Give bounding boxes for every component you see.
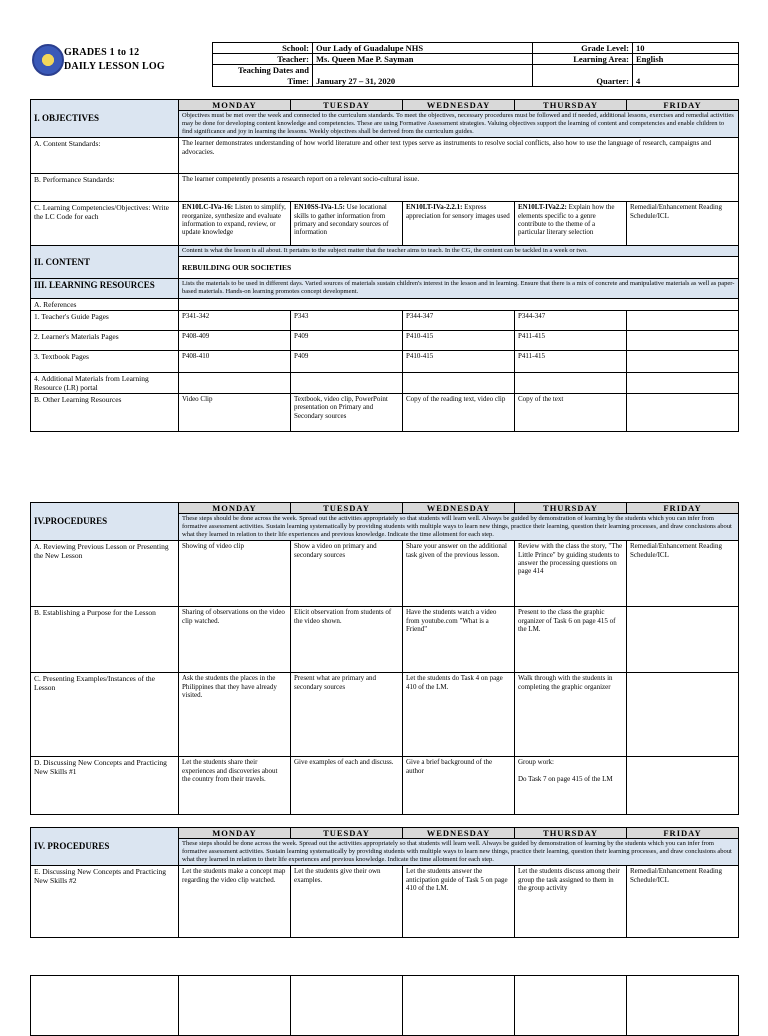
day-thursday: THURSDAY (515, 100, 627, 111)
day-monday: MONDAY (179, 100, 291, 111)
quarter-label: Quarter: (533, 65, 633, 86)
empty-cell (403, 976, 515, 1036)
teacher-label: Teacher: (213, 54, 313, 65)
competency-text: Remedial/Enhancement Reading Schedule/ICL (630, 203, 722, 220)
competency-thursday (515, 202, 627, 246)
content-standards-value: The learner demonstrates understanding of how world literature and other text types serve as instruments to resolve social conflicts, also how to use the language of research, campaigns and advocacies. (179, 138, 739, 174)
step-c-wednesday: Let the students do Task 4 on page 410 of the LM. (403, 673, 515, 757)
step-c-friday (627, 673, 739, 757)
step-c-label: C. Presenting Examples/Instances of the Lesson (31, 673, 179, 757)
step-a-friday: Remedial/Enhancement Reading Schedule/ICL (627, 541, 739, 607)
quarter-value: 4 (633, 65, 739, 86)
add-wednesday (403, 372, 515, 393)
competencies-label: C. Learning Competencies/Objectives: Write the LC Code for each (31, 202, 179, 246)
step-b-tuesday: Elicit observation from students of the video shown. (291, 607, 403, 673)
log-title-line1: GRADES 1 to 12 (64, 47, 140, 58)
day-wednesday: WEDNESDAY (403, 503, 515, 514)
competency-monday (179, 202, 291, 246)
day-wednesday: WEDNESDAY (403, 100, 515, 111)
school-label: School: (213, 43, 313, 54)
step-b-wednesday: Have the students watch a video from youtube.com "What is a Friend" (403, 607, 515, 673)
competency-code: EN10LC-IVa-16: (182, 203, 234, 212)
step-a-wednesday: Share your answer on the additional task given of the previous lesson. (403, 541, 515, 607)
procedures-label: IV.PROCEDURES (31, 503, 179, 541)
grade-level-value: 10 (633, 43, 739, 54)
objectives-note: Objectives must be met over the week and connected to the curriculum standards. To meet the objectives, necessary procedures must be followed and if needed, additional lessons, exercises and remedial activities may be done for developing content knowledge and competencies. These are using Formative Assessment strategies. Valuing objectives support the learning of content and competencies and enable children to find significance and joy in learning the lessons. Weekly objectives shall be derived from the curriculum guides. (179, 111, 739, 138)
day-monday: MONDAY (179, 503, 291, 514)
grade-level-label: Grade Level: (533, 43, 633, 54)
step-a-monday: Showing of video clip (179, 541, 291, 607)
step-e-label: E. Discussing New Concepts and Practicing New Skills #2 (31, 866, 179, 938)
learning-resources-note: Lists the materials to be used in different days. Varied sources of materials sustain children's interest in the lesson and in learning. Ensure that there is a mix of concrete and manipulative materials as well as paper-based materials. Hands-on learning promotes concept development. (179, 278, 739, 298)
school-value: Our Lady of Guadalupe NHS (313, 43, 533, 54)
day-friday: FRIDAY (627, 828, 739, 839)
add-tuesday (291, 372, 403, 393)
competency-code: EN10LT-IVa-2.2.1: (406, 203, 463, 212)
other-thursday: Copy of the text (515, 393, 627, 431)
competency-text: Listen to simplify, reorganize, synthesize and evaluate information to expand, review, or update knowledge (182, 203, 286, 237)
step-d-monday: Let the students share their experiences and discoveries about the country from their travels. (179, 757, 291, 815)
additional-materials-label: 4. Additional Materials from Learning Resource (LR) portal (31, 372, 179, 393)
empty-cell (627, 976, 739, 1036)
lm-friday (627, 330, 739, 350)
lesson-log-header (30, 42, 738, 92)
competency-wednesday (403, 202, 515, 246)
procedures-table-3 (30, 975, 739, 1036)
procedures-table-1 (30, 502, 739, 815)
competency-text: Express appreciation for sensory images used (406, 203, 510, 220)
other-resources-label: B. Other Learning Resources (31, 393, 179, 431)
header-info-table (212, 42, 739, 87)
competency-friday (627, 202, 739, 246)
learning-area-value: English (633, 54, 739, 65)
deped-seal-icon (32, 44, 64, 76)
step-e-monday: Let the students make a concept map regarding the video clip watched. (179, 866, 291, 938)
performance-standards-value: The learner competently presents a research report on a relevant socio-cultural issue. (179, 174, 739, 202)
day-tuesday: TUESDAY (291, 100, 403, 111)
tg-thursday: P344-347 (515, 310, 627, 330)
tg-friday (627, 310, 739, 330)
tb-wednesday: P410-415 (403, 350, 515, 372)
procedures-note: These steps should be done across the week. Spread out the activities appropriately so that students will learn well. Always be guided by demonstration of learning by the students which you can infer from formative assessment activities. Sustain learning systematically by providing students with multiple ways to learn new things, practice their learning, question their learning processes, and draw conclusions about what they learned in relation to their life experiences and previous knowledge. Indicate the time allotment for each step. (179, 514, 739, 541)
step-c-thursday: Walk through with the students in completing the graphic organizer (515, 673, 627, 757)
day-monday: MONDAY (179, 828, 291, 839)
references-label: A. References (31, 298, 179, 310)
competency-code: EN10LT-IVa2.2: (518, 203, 567, 212)
step-e-tuesday: Let the students give their own examples. (291, 866, 403, 938)
log-title-line2: DAILY LESSON LOG (64, 60, 165, 72)
learning-resources-label: III. LEARNING RESOURCES (31, 278, 179, 298)
day-wednesday: WEDNESDAY (403, 828, 515, 839)
day-tuesday: TUESDAY (291, 828, 403, 839)
objectives-table (30, 99, 739, 432)
tb-thursday: P411-415 (515, 350, 627, 372)
competency-text: Explain how the elements specific to a genre contribute to the theme of a particular literary selection (518, 203, 615, 237)
procedures-note: These steps should be done across the week. Spread out the activities appropriately so that students will learn well. Always be guided by demonstration of learning by the students which you can infer from formative assessment activities. Sustain learning systematically by providing students with multiple ways to learn new things, practice their learning, question their learning processes, and draw conclusions about what they learned in relation to their life experiences and previous knowledge. Indicate the time allotment for each step. (179, 839, 739, 866)
step-d-friday (627, 757, 739, 815)
learning-area-label: Learning Area: (533, 54, 633, 65)
content-standards-label: A. Content Standards: (31, 138, 179, 174)
objectives-label: I. OBJECTIVES (31, 100, 179, 138)
step-d-thursday: Group work: Do Task 7 on page 415 of the LM (515, 757, 627, 815)
procedures-table-2 (30, 827, 739, 938)
other-wednesday: Copy of the reading text, video clip (403, 393, 515, 431)
content-note: Content is what the lesson is all about. It pertains to the subject matter that the teacher aims to teach. In the CG, the content can be tackled in a week or two. (179, 246, 739, 257)
performance-standards-label: B. Performance Standards: (31, 174, 179, 202)
step-d-tuesday: Give examples of each and discuss. (291, 757, 403, 815)
procedures-label: IV. PROCEDURES (31, 828, 179, 866)
step-e-friday: Remedial/Enhancement Reading Schedule/ICL (627, 866, 739, 938)
step-a-thursday: Review with the class the story, "The Little Prince" by guiding students to answer the processing questions on page 414 (515, 541, 627, 607)
other-tuesday: Textbook, video clip, PowerPoint presentation on Primary and Secondary sources (291, 393, 403, 431)
lm-tuesday: P409 (291, 330, 403, 350)
step-a-tuesday: Show a video on primary and secondary sources (291, 541, 403, 607)
log-title (64, 46, 165, 73)
tg-monday: P341-342 (179, 310, 291, 330)
other-friday (627, 393, 739, 431)
learners-materials-label: 2. Learner's Materials Pages (31, 330, 179, 350)
lm-wednesday: P410-415 (403, 330, 515, 350)
step-c-tuesday: Present what are primary and secondary sources (291, 673, 403, 757)
tb-friday (627, 350, 739, 372)
lm-thursday: P411-415 (515, 330, 627, 350)
step-c-monday: Ask the students the places in the Philippines that they have already visited. (179, 673, 291, 757)
other-monday: Video Clip (179, 393, 291, 431)
tg-wednesday: P344-347 (403, 310, 515, 330)
content-title: REBUILDING OUR SOCIETIES (179, 256, 739, 278)
step-d-label: D. Discussing New Concepts and Practicing New Skills #1 (31, 757, 179, 815)
step-b-thursday: Present to the class the graphic organizer of Task 6 on page 415 of the LM. (515, 607, 627, 673)
add-monday (179, 372, 291, 393)
competency-text: Use locational skills to gather information from primary and secondary sources of information (294, 203, 389, 237)
step-e-wednesday: Let the students answer the anticipation guide of Task 5 on page 410 of the LM. (403, 866, 515, 938)
empty-cell (515, 976, 627, 1036)
content-label: II. CONTENT (31, 246, 179, 279)
references-value (179, 298, 739, 310)
tg-tuesday: P343 (291, 310, 403, 330)
empty-cell (179, 976, 291, 1036)
step-b-friday (627, 607, 739, 673)
competency-code: EN10SS-IVa-1.5: (294, 203, 345, 212)
day-friday: FRIDAY (627, 503, 739, 514)
day-thursday: THURSDAY (515, 828, 627, 839)
step-a-label: A. Reviewing Previous Lesson or Presenting the New Lesson (31, 541, 179, 607)
step-b-monday: Sharing of observations on the video clip watched. (179, 607, 291, 673)
competency-tuesday (291, 202, 403, 246)
teaching-dates-label: Teaching Dates and Time: (213, 65, 313, 86)
teacher-value: Ms. Queen Mae P. Sayman (313, 54, 533, 65)
day-friday: FRIDAY (627, 100, 739, 111)
step-e-thursday: Let the students discuss among their group the task assigned to them in the group activity (515, 866, 627, 938)
add-friday (627, 372, 739, 393)
empty-cell (291, 976, 403, 1036)
step-d-wednesday: Give a brief background of the author (403, 757, 515, 815)
teachers-guide-label: 1. Teacher's Guide Pages (31, 310, 179, 330)
empty-cell (31, 976, 179, 1036)
step-b-label: B. Establishing a Purpose for the Lesson (31, 607, 179, 673)
day-tuesday: TUESDAY (291, 503, 403, 514)
tb-tuesday: P409 (291, 350, 403, 372)
day-thursday: THURSDAY (515, 503, 627, 514)
teaching-dates-value: January 27 – 31, 2020 (313, 65, 533, 86)
lm-monday: P408-409 (179, 330, 291, 350)
textbook-pages-label: 3. Textbook Pages (31, 350, 179, 372)
tb-monday: P408-410 (179, 350, 291, 372)
add-thursday (515, 372, 627, 393)
